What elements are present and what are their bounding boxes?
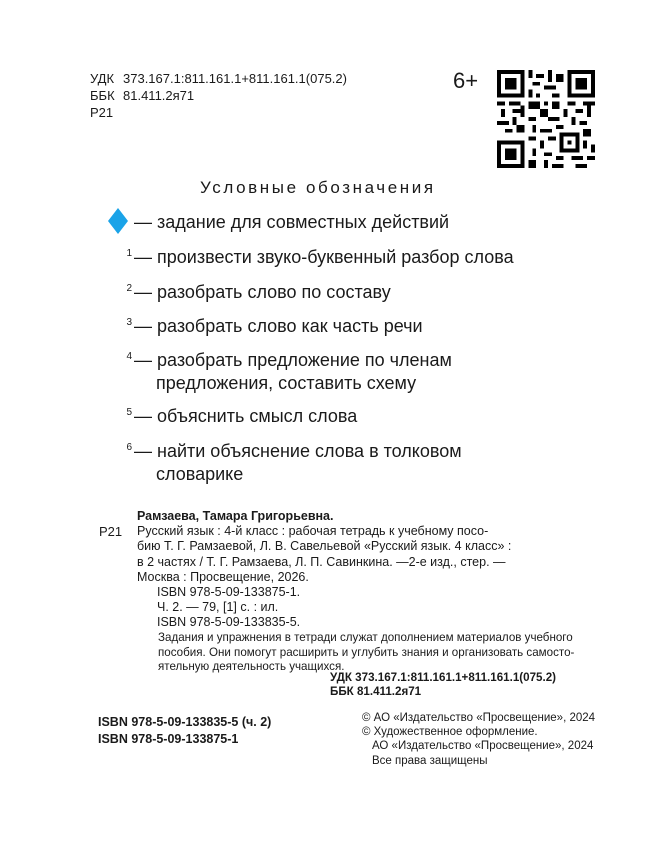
abstract-line: пособия. Они помогут расширить и углубить знания и организовать самосто- — [158, 645, 575, 659]
legend-item-text: — произвести звуко-буквенный разбор слова — [134, 247, 514, 267]
legend-mark: 4 — [126, 351, 132, 362]
udk-code: УДК 373.167.1:811.161.1+811.161.1(075.2) — [330, 671, 556, 684]
bbk-code: ББК 81.411.2я71 — [330, 685, 422, 698]
classification-codes-bottom — [330, 671, 556, 699]
bibliography-isbn: ISBN 978-5-09-133875-1. — [157, 585, 301, 600]
bbk-label: ББК — [90, 88, 115, 103]
legend-item-text: предложения, составить схему — [156, 373, 417, 393]
bibliography-author: Рамзаева, Тамара Григорьевна. — [137, 509, 334, 523]
bibliography-line: Москва : Просвещение, 2026. — [137, 569, 309, 584]
udk-value: 373.167.1:811.161.1+811.161.1(075.2) — [123, 71, 347, 86]
legend-mark: 2 — [126, 283, 132, 294]
abstract — [158, 631, 588, 675]
isbn-set: ISBN 978-5-09-133875-1 — [98, 732, 239, 746]
copyright-line: © АО «Издательство «Просвещение», 2024 — [362, 712, 596, 724]
bibliography-pages: Ч. 2. — 79, [1] с. : ил. — [157, 600, 279, 615]
copyright-line: АО «Издательство «Просвещение», 2024 — [372, 740, 594, 753]
legend-mark: 3 — [126, 317, 132, 328]
legend-item-text: — разобрать слово по составу — [134, 282, 391, 302]
legend-item-text: — разобрать слово как часть речи — [134, 316, 423, 336]
qr-code-icon — [497, 70, 595, 168]
abstract-line: Задания и упражнения в тетради служат дополнением материалов учебного — [158, 631, 573, 644]
legend-item-text: — разобрать предложение по членам — [134, 350, 452, 370]
legend-mark: 6 — [126, 442, 132, 453]
legend-mark: 5 — [126, 407, 132, 418]
legend-item-text: — задание для совместных действий — [134, 212, 450, 232]
isbn-block — [98, 714, 271, 748]
legend-mark: 1 — [126, 248, 132, 259]
copyright-line: © Художественное оформление. — [362, 726, 538, 739]
author-mark: Р21 — [90, 105, 114, 120]
bibliography-record — [137, 509, 577, 631]
legend-title: Условные обозначения — [200, 178, 436, 197]
bibliography-isbn: ISBN 978-5-09-133835-5. — [157, 615, 301, 630]
bibliography-line: в 2 частях / Т. Г. Рамзаева, Л. П. Савинкина. —2-е изд., стер. — — [137, 554, 506, 569]
legend-item-text: — найти объяснение слова в толковом — [134, 441, 462, 461]
age-rating: 6+ — [453, 68, 479, 93]
diamond-icon — [108, 208, 128, 234]
udk-label: УДК — [90, 71, 115, 86]
classification-codes — [90, 70, 347, 121]
copyright-block — [362, 711, 595, 768]
bibliography-line: Русский язык : 4-й класс : рабочая тетрадь к учебному посо- — [137, 524, 489, 539]
bibliography-line: бию Т. Г. Рамзаевой, Л. В. Савельевой «Русский язык. 4 класс» : — [137, 539, 512, 554]
isbn-part-2: ISBN 978-5-09-133835-5 (ч. 2) — [98, 715, 272, 729]
copyright-line: Все права защищены — [372, 754, 488, 767]
bbk-value: 81.411.2я71 — [123, 88, 195, 103]
legend-item-text: словарике — [156, 464, 244, 484]
abstract-line: ятельную деятельность учащихся. — [158, 660, 345, 674]
legend-item-text: — объяснить смысл слова — [134, 406, 358, 426]
bibliography-code: Р21 — [99, 524, 123, 539]
